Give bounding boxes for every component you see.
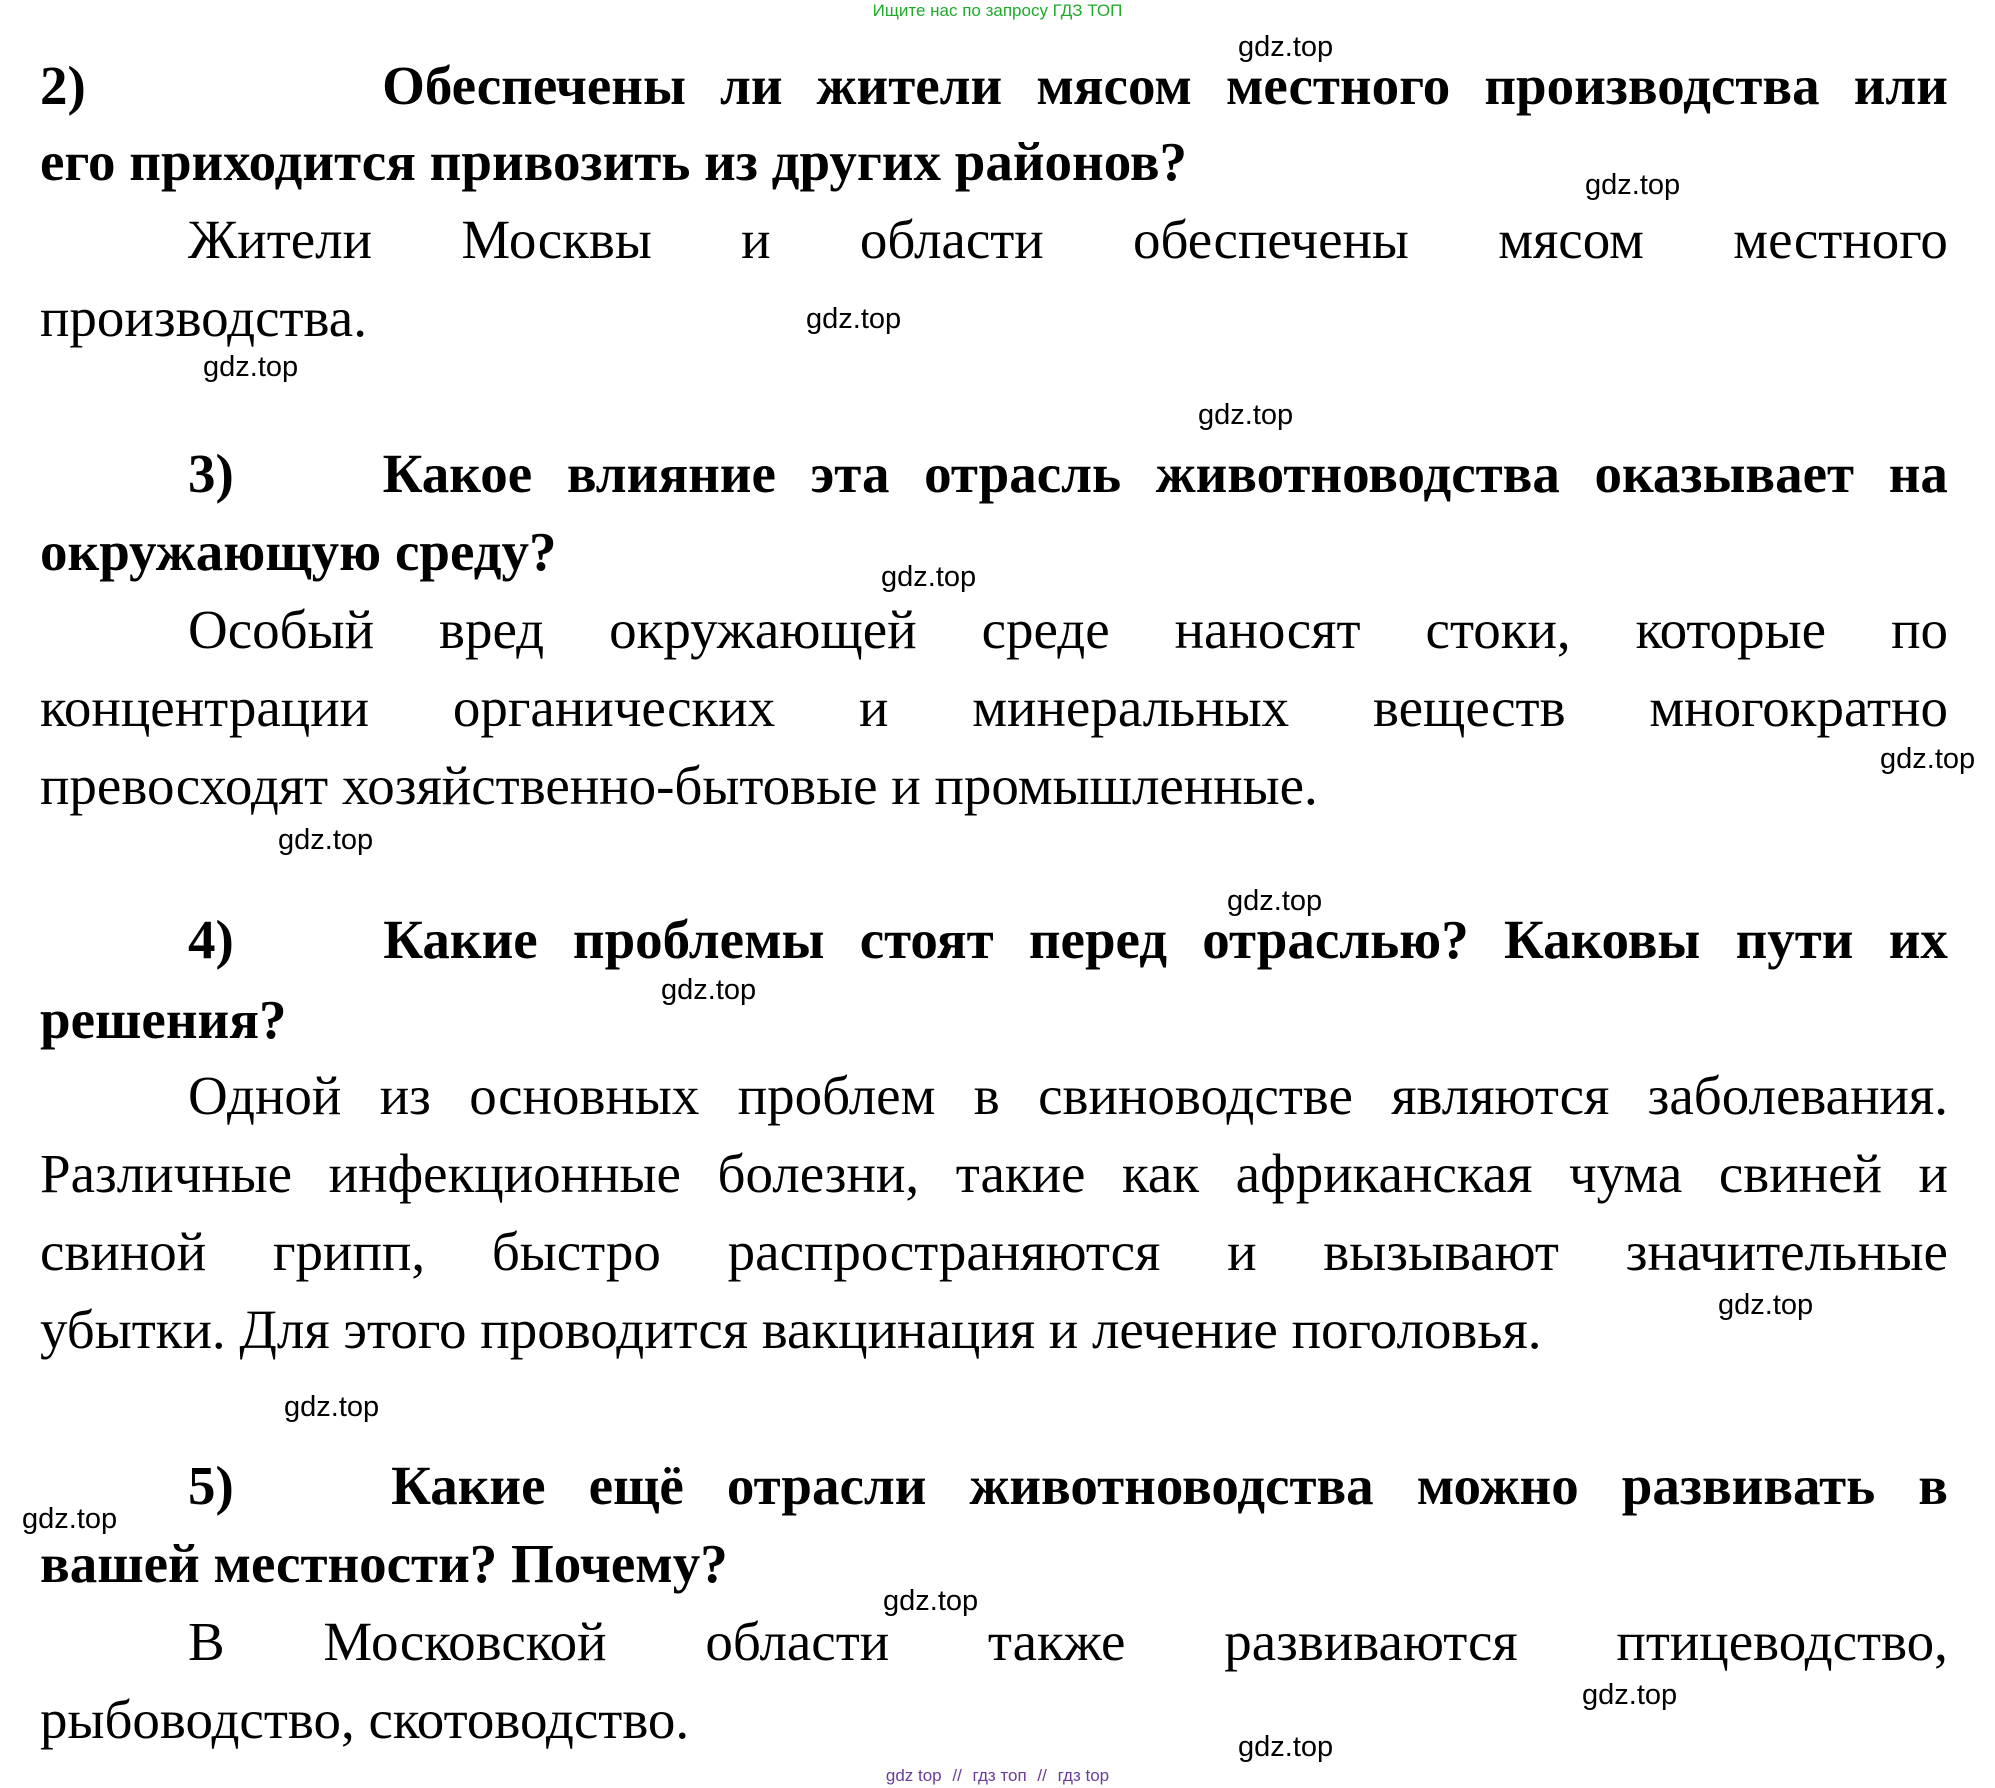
word: развиваются — [1224, 1611, 1518, 1672]
word: можно — [1416, 1455, 1579, 1516]
question-3-line-1 — [40, 442, 1948, 506]
word: их — [1888, 909, 1948, 970]
word: веществ — [1372, 677, 1566, 738]
word: местного — [1225, 55, 1451, 116]
footer-separator: // — [952, 1766, 962, 1785]
word: Какие — [391, 1455, 546, 1516]
word: Московской — [323, 1611, 607, 1672]
word: свиней — [1718, 1143, 1882, 1204]
word: отрасли — [726, 1455, 927, 1516]
answer-3-line-2 — [40, 676, 1948, 740]
word: и — [1227, 1221, 1257, 1282]
word: отрасль — [924, 443, 1122, 504]
watermark: gdz.top — [22, 1503, 118, 1535]
word: животноводства — [1155, 443, 1560, 504]
word: чума — [1568, 1143, 1683, 1204]
word: такие — [955, 1143, 1086, 1204]
word: Особый — [188, 599, 375, 660]
word: многократно — [1649, 677, 1948, 738]
watermark: gdz.top — [1238, 31, 1334, 63]
word: заболевания. — [1647, 1065, 1948, 1126]
watermark: gdz.top — [1238, 1731, 1334, 1763]
word: окружающей — [609, 599, 917, 660]
word: свиной — [40, 1221, 207, 1282]
word: стоят — [859, 909, 994, 970]
word: которые — [1635, 599, 1827, 660]
word: отраслью? — [1202, 909, 1469, 970]
watermark: gdz.top — [284, 1391, 380, 1423]
answer-4-line-1 — [40, 1064, 1948, 1128]
word: минеральных — [972, 677, 1290, 738]
top-banner: Ищите нас по запросу ГДЗ ТОП — [872, 1, 1123, 20]
footer-links — [0, 1766, 1995, 1786]
answer-4-line-2 — [40, 1142, 1948, 1206]
footer-link[interactable]: гдз top — [1057, 1766, 1110, 1785]
word: В — [188, 1611, 225, 1672]
word: вызывают — [1323, 1221, 1559, 1282]
answer-5-line-1 — [40, 1610, 1948, 1674]
question-5-line-2: вашей местности? Почему? — [40, 1533, 728, 1594]
answer-2-line-2: производства. — [40, 287, 367, 348]
word: также — [987, 1611, 1126, 1672]
word: ли — [720, 55, 783, 116]
word: мясом — [1036, 55, 1192, 116]
watermark: gdz.top — [1582, 1679, 1678, 1711]
watermark: gdz.top — [883, 1585, 979, 1617]
word: оказывает — [1594, 443, 1855, 504]
watermark: gdz.top — [1198, 399, 1294, 431]
question-4-line-2: решения? — [40, 989, 287, 1050]
word: наносят — [1174, 599, 1361, 660]
footer-link[interactable]: гдз топ — [972, 1766, 1027, 1785]
question-3-line-2: окружающую среду? — [40, 521, 557, 582]
question-number: 3) — [188, 443, 234, 504]
word: и — [859, 677, 889, 738]
word: Какие — [383, 909, 538, 970]
word: быстро — [491, 1221, 661, 1282]
word: обеспечены — [1133, 209, 1409, 270]
word: Обеспечены — [382, 55, 686, 116]
word: на — [1888, 443, 1948, 504]
word: среде — [981, 599, 1110, 660]
watermark: gdz.top — [1585, 169, 1681, 201]
watermark: gdz.top — [1718, 1289, 1814, 1321]
answer-3-line-3: превосходят хозяйственно-бытовые и промышленные. — [40, 755, 1318, 816]
word: основных — [469, 1065, 700, 1126]
word: проблемы — [572, 909, 825, 970]
footer-separator: // — [1037, 1766, 1047, 1785]
answer-5-line-2: рыбоводство, скотоводство. — [40, 1689, 690, 1750]
watermark: gdz.top — [661, 974, 757, 1006]
word: влияние — [566, 443, 776, 504]
word: стоки, — [1425, 599, 1571, 660]
question-2-line-2: его приходится привозить из других районов? — [40, 131, 1188, 192]
word: местного — [1733, 209, 1948, 270]
watermark: gdz.top — [203, 351, 299, 383]
word: и — [1918, 1143, 1948, 1204]
word: Какое — [382, 443, 533, 504]
word: болезни, — [717, 1143, 920, 1204]
watermark: gdz.top — [881, 561, 977, 593]
watermark: gdz.top — [1880, 743, 1976, 775]
question-number: 4) — [188, 909, 234, 970]
word: животноводства — [969, 1455, 1374, 1516]
word: Различные — [40, 1143, 293, 1204]
word: эта — [810, 443, 890, 504]
answer-2-line-1 — [40, 208, 1948, 272]
word: инфекционные — [328, 1143, 681, 1204]
word: Одной — [188, 1065, 342, 1126]
answer-3-line-1 — [40, 598, 1948, 662]
question-5-line-1 — [40, 1454, 1948, 1518]
word: в — [973, 1065, 1000, 1126]
watermark: gdz.top — [278, 824, 374, 856]
word: жители — [816, 55, 1003, 116]
word: мясом — [1498, 209, 1644, 270]
word: Жители — [188, 209, 373, 270]
word: пути — [1735, 909, 1854, 970]
word: птицеводство, — [1616, 1611, 1948, 1672]
word: производства — [1484, 55, 1820, 116]
word: органических — [452, 677, 776, 738]
word: по — [1891, 599, 1948, 660]
word: области — [705, 1611, 890, 1672]
footer-link[interactable]: gdz top — [885, 1766, 942, 1785]
word: являются — [1391, 1065, 1610, 1126]
word: области — [859, 209, 1044, 270]
question-number: 5) — [188, 1455, 234, 1516]
watermark: gdz.top — [806, 303, 902, 335]
watermark: gdz.top — [1227, 885, 1323, 917]
word: свиноводстве — [1038, 1065, 1353, 1126]
word: концентрации — [40, 677, 370, 738]
answer-4-line-4: убытки. Для этого проводится вакцинация и лечение поголовья. — [40, 1299, 1542, 1360]
word: вред — [439, 599, 545, 660]
word: Москвы — [461, 209, 652, 270]
word: африканская — [1235, 1143, 1533, 1204]
word: распространяются — [727, 1221, 1161, 1282]
word: из — [379, 1065, 431, 1126]
word: в — [1918, 1455, 1948, 1516]
word: значительные — [1625, 1221, 1948, 1282]
word: или — [1853, 55, 1948, 116]
question-4-line-1 — [40, 908, 1948, 972]
word: перед — [1028, 909, 1168, 970]
answer-4-line-3 — [40, 1220, 1948, 1284]
word: как — [1122, 1143, 1200, 1204]
question-2-line-1: 2) Обеспечены ли жители мясом местного производства или — [40, 55, 1948, 116]
word: Каковы — [1503, 909, 1701, 970]
word: ещё — [588, 1455, 684, 1516]
word: грипп, — [272, 1221, 426, 1282]
word: и — [741, 209, 771, 270]
word: развивать — [1621, 1455, 1876, 1516]
word: проблем — [737, 1065, 936, 1126]
